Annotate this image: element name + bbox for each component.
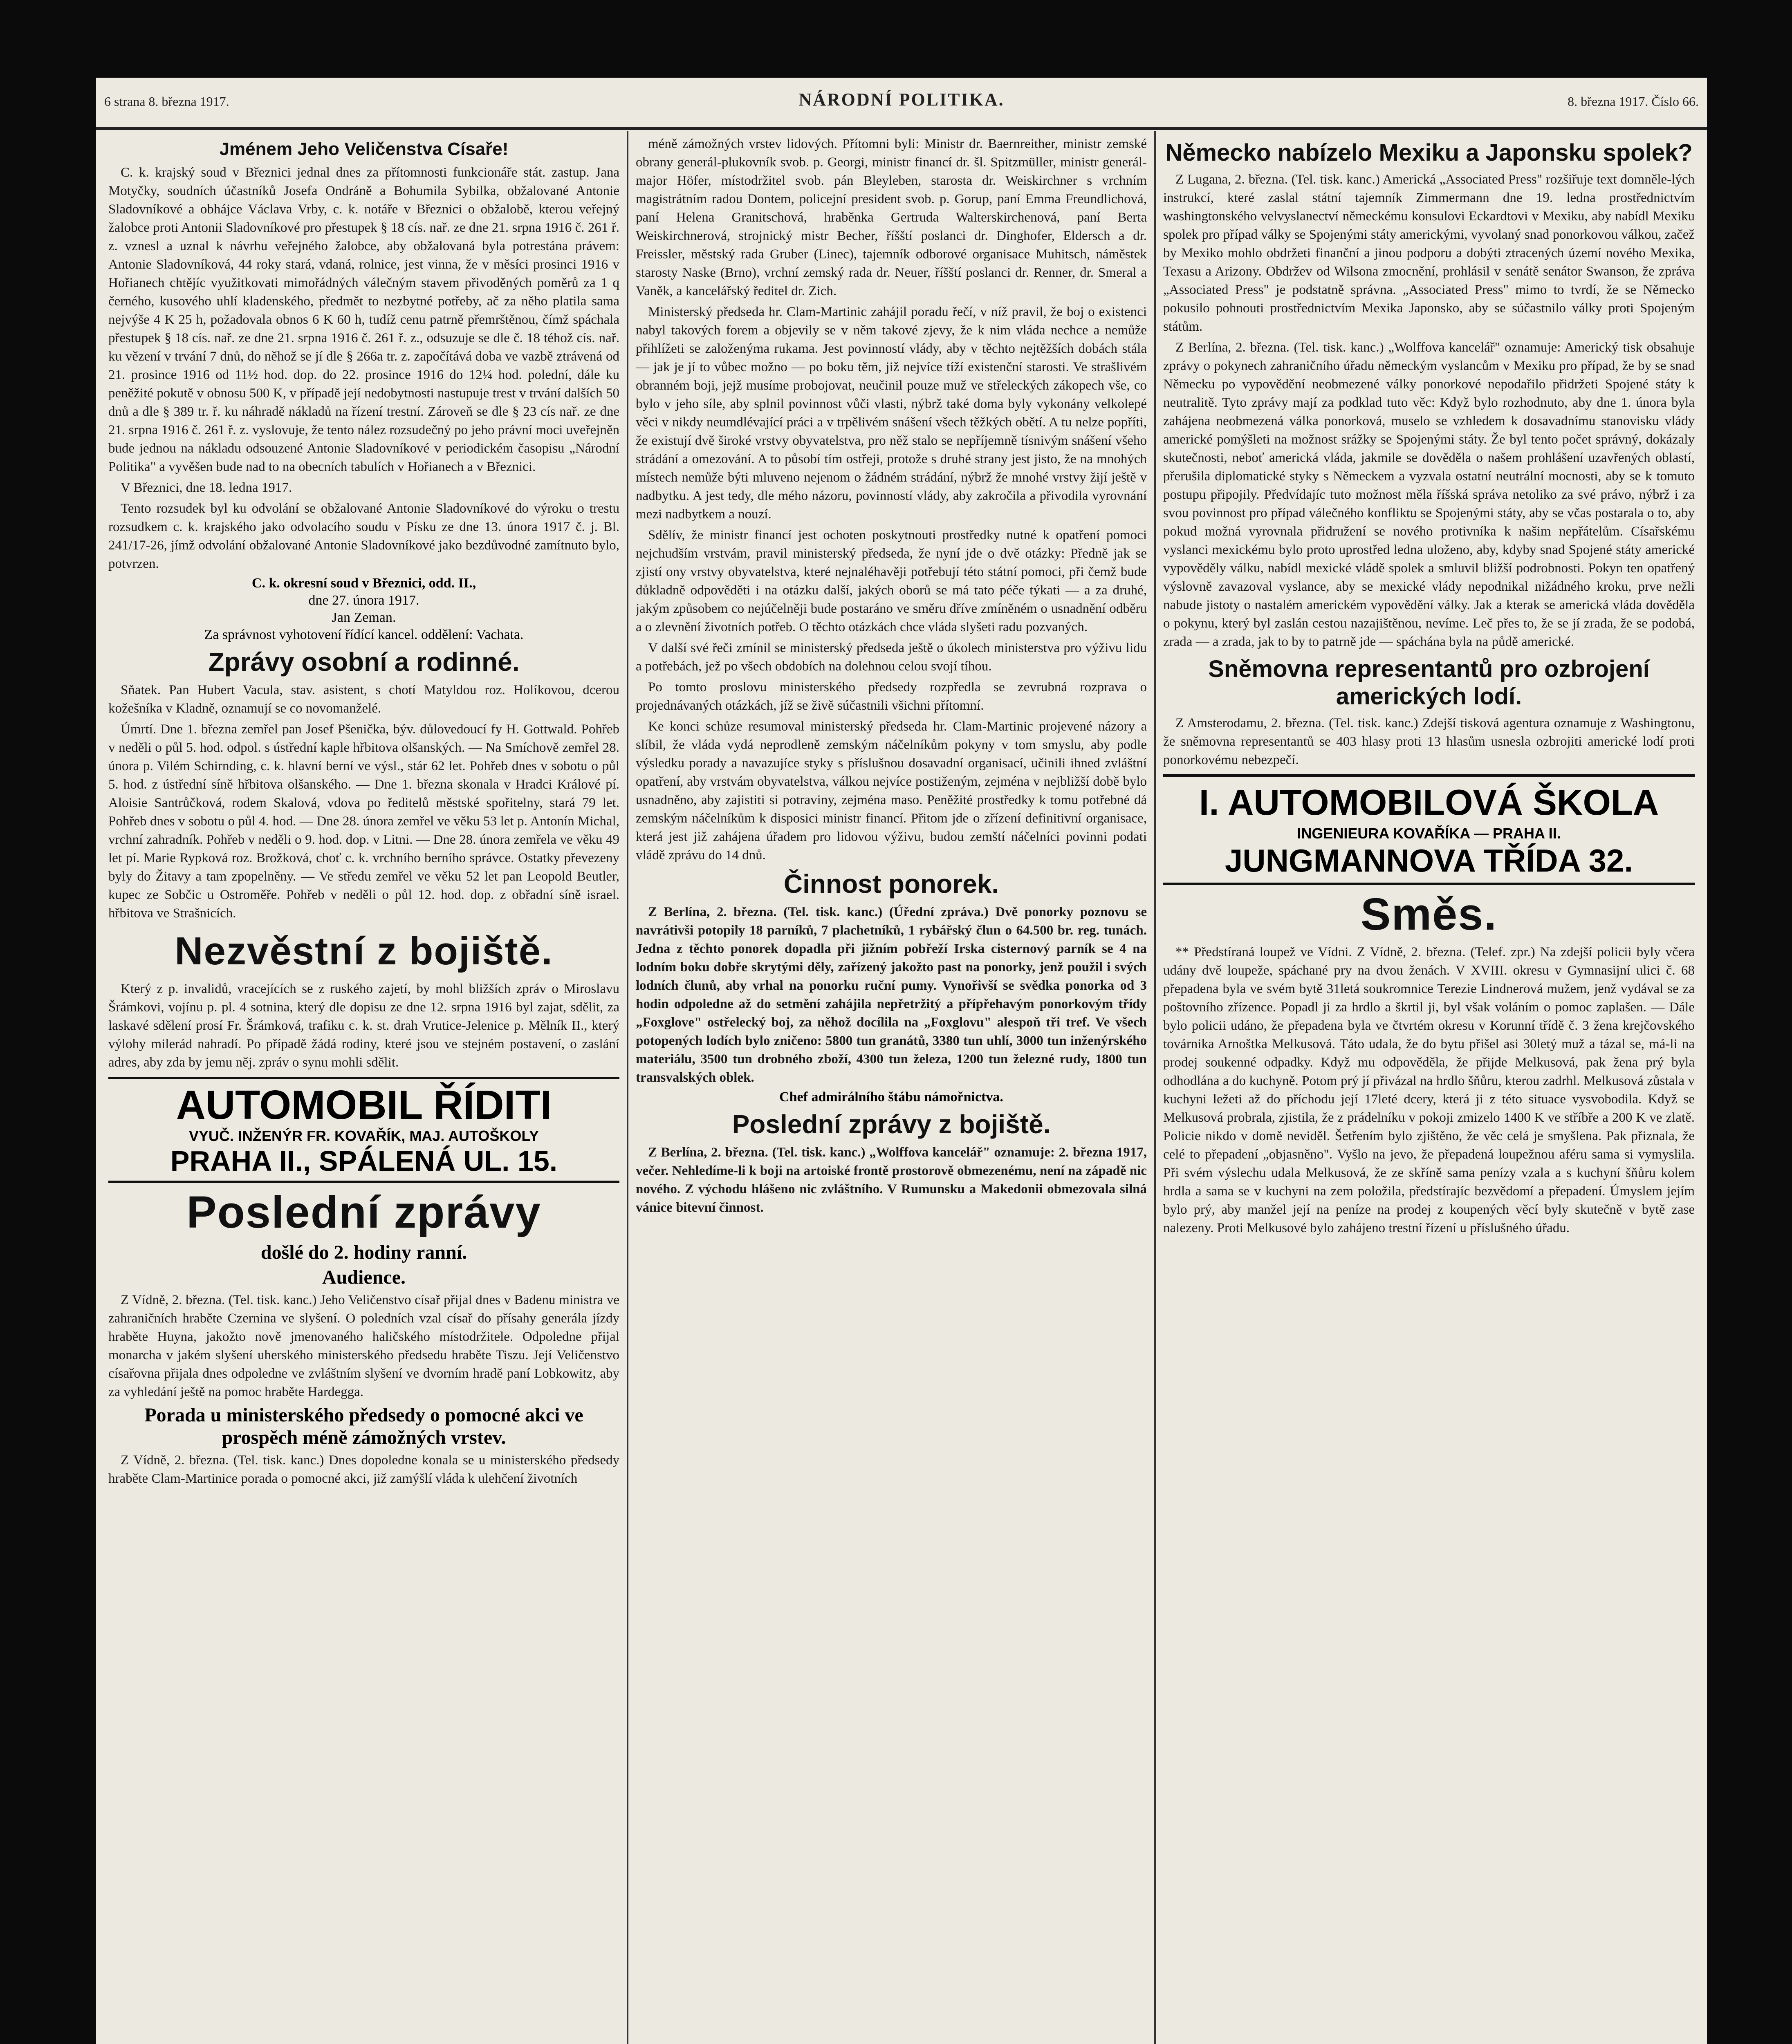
article-paragraph: Z Vídně, 2. března. (Tel. tisk. kanc.) Jeho Veličenstvo císař přijal dnes v Badenu ministra ve zahraničních hraběte Czernina ve slyšení. O poledních vzal císař do přísahy generála jízdy hraběte Huyna, jakožto nově jmenovaného haličského místodržitele. Odpoledne přijal monarcha v jakém slyšení uherského ministerského předsedu hraběte Tiszu. Její Veličenstvo císařovna přijala dnes odpoledne ve zvláštním slyšení ve dvorním hradě paní Lobkowitz, aby za vyhledání ještě na pomoc hraběte Hardegga. [108,1293,619,1399]
section-heading: Zprávy osobní a rodinné. [208,647,520,677]
column-2 [636,135,1147,2044]
section-heading: Směs. [1360,889,1498,939]
ad-address: JUNGMANNOVA TŘÍDA 32. [1225,843,1633,879]
signature-line: C. k. okresní soud v Březnici, odd. II., [251,576,476,591]
article-paragraph: Sňatek. Pan Hubert Vacula, stav. asistent, s chotí Matyldou roz. Holíkovou, dcerou kožešníka v Kladně, oznamují se co novomanželé. [108,683,619,716]
ad-address: PRAHA II., SPÁLENÁ UL. 15. [170,1145,558,1177]
ad-title: AUTOMOBIL ŘÍDITI [176,1082,552,1128]
article-paragraph: Ke konci schůze resumoval ministerský předseda hr. Clam-Martinic projevené názory a slíbil, že vláda vydá neprodleně zemským náčelníkům pokyny v tom smyslu, aby podle výsledku porady a navazujíce styky s příslušnou dosavadní organisací, učinili ihned zvláštní opatření, aby vrstvám obyvatelstva, válkou nejvíce postiženým, zejména v nejbližší době bylo usnadněno, aby zajistiti si potraviny, zejména maso. Peněžité prostředky k tomu potřebné dá zemským náčelníkům k disposici ministr financí. Přitom jde o zřízení definitivní organisace, která jest již zahájena úřadem pro lidovou výživu, budou zemští náčelníci povinni podati vládě zprávu do 14 dnů. [636,719,1147,863]
signature-line: Za správnost vyhotovení řídící kancel. oddělení: Vachata. [204,627,524,642]
article-paragraph: Ministerský předseda hr. Clam-Martinic zahájil poradu řečí, v níž pravil, že boj o existenci nabyl takových forem a objevily se v něm takové zjevy, že k nim vláda nechce a nemůže přihlížeti se založenýma rukama. Jest povinností vlády, aby v těchto nejtěžších dobách stála — jak je jí to vůbec možno — po boku těm, již nejvíce tíží existenční starosti. Ve strašlivém obranném boji, jejž musíme probojovat, neučinil pouze muž ve střeleckých zákopech vše, co bylo v jeho síle, aby splnil povinnost vůči vlasti, nýbrž také doma byly vykonány velkolepé věci v nikdy neumdlévající práci a v trpělivém snášení všech těžkých obětí. A tu nelze popříti, že existují dvě široké vrstvy obyvatelstva, pro něž stalo se nepříjemně tísnivým snášení všeho strádání a omezování. A to působí tím ostřeji, protože s druhé strany jest jisto, že na mnohých místech nemůže býti mluveno nejenom o žádném strádání, nýbrž že mnohé vrstvy žijí ještě v nadbytku. A jest tedy, dle mého názoru, povinností vlády, aby zakročila a přivodila vyrovnání mezi nadbytkem a nouzí. [636,305,1147,522]
article-paragraph: ** Předstíraná loupež ve Vídni. Z Vídně, 2. března. (Telef. zpr.) Na zdejší policii byly včera udány dvě loupeže, spáchané pry na dvou ženách. V XVIII. okresu v Gymnasijní ulici č. 68 přepadena byla ve svém bytě 31letá soukromnice Terezie Lindnerová mužem, jenž vydával se za poštovního zřízence. Popadl ji za hrdlo a škrtil ji, byl však voláním o pomoc zaplašen. — Dále bylo policii udáno, že přepadena byla ve čtvrtém okresu v Korunní třídě č. 3 žena krejčovského továrnika Arnoštka Melkusová. Táto udala, že do bytu přišel asi 30letý muž a tázal se, má-li na prodej soukenné odpadky. Když mu odpověděla, že přijde Melkusová, pak žena prý byla odhodlána a do kuchyně. Potom prý jí přivázal na hrdlo šňůru, kterou zadrhl. Melkusová zůstala v kuchyni ležeti až do příchodu její 17leté dcery, která ji z této situace vysvobodila. Když se Melkusová probrala, zjistila, že z prádelníku v pokoji zmizelo 1400 K ve stříbře a 200 K ve zlatě. Policie nikdo v domě neviděl. Šetřením bylo zjištěno, že věc celá je smyšlena. Pak přiznala, že celé to přepadení „objasněno". Vyšlo na jevo, že přepadená loupežnou aféru sama si vymyslila. Při svém výslechu udala Melkusová, že ze skříně sama penízy vzala a s kuchyní šňůru kolem hrdla a sama se v kuchyni na zem položila, předstírajíc bezvědomí a přepadení. Úmyslem jejím bylo prý, aby manžel její na peníze na prodej z koupených věcí byly skutečně v bytě zase nalezeny. Proti Melkusové bylo zahájeno trestní řízení u příslušného úřadu. [1163,945,1695,1235]
article-paragraph: Z Amsterodamu, 2. března. (Tel. tisk. kanc.) Zdejší tisková agentura oznamuje z Washingtonu, že sněmovna representantů se 403 hlasy proti 13 hlasům usnesla ozbrojiti americké lodí proti ponorkovému nebezpečí. [1163,716,1695,767]
ad-title: I. AUTOMOBILOVÁ ŠKOLA [1199,782,1659,823]
section-heading: Poslední zprávy [186,1187,541,1237]
ad-subtitle: INGENIEURA KOVAŘÍKA — PRAHA II. [1297,825,1561,842]
masthead-title: NÁRODNÍ POLITIKA. [798,90,1005,110]
article-paragraph: Tento rozsudek byl ku odvolání se obžalované Antonie Sladovníkové do výroku o trestu rozsudkem c. k. krajského jako odvolacího soudu v Písku ze dne 13. února 1917 č. j. Bl. 241/17-26, jímž odvolání obžalované Antonie Sladovníkové jako bezdůvodné zamítnuto bylo, potvrzen. [108,501,619,571]
article-paragraph: Z Vídně, 2. března. (Tel. tisk. kanc.) Dnes dopoledne konala se u ministerského předsedy hraběte Clam-Martinice porada o pomocné akci, již zamýšlí vláda k ulehčení životních [108,1453,619,1486]
section-heading: Činnost ponorek. [783,869,999,899]
article-paragraph: V další své řeči zmínil se ministerský předseda ještě o úkolech ministerstva pro výživu lidu a potřebách, jež po všech obdobích na dolehnou celou svojí tíhou. [636,641,1147,674]
article-paragraph: Z Lugana, 2. března. (Tel. tisk. kanc.) Americká „Associated Press" rozšiřuje text domněle-lých instrukcí, které zaslal státní tajemník Zimmermann dne 19. ledna prostřednictvím washingtonského velvyslanectví německému konsulovi Eckardtovi v Mexiku, aby nabídl Mexiku spolek pro případ války se Spojenými státy americkými, vyvolaný snad ponorkovou válkou, začež by Mexiko mohlo obdržeti finanční a jinou podporu a dobýti ztracených území nového Mexika, Texasu a Arizony. Obdržev od Wilsona zmocnění, prohlásil v senátě senátor Swanson, že zpráva „Associated Press" je podstatně správna. „Associated Press" mimo to tvrdí, že se Německo pokusilo pohnouti prostřednictvím Mexika Japonsko, aby se súčastnilo války proti Spojeným státům. [1163,172,1695,334]
article-heading: Porada u ministerského předsedy o pomocné akci ve prospěch méně zámožných vrstev. [144,1404,583,1448]
column-divider [627,131,628,2044]
signature-line: Jan Zeman. [332,610,396,625]
article-paragraph: V Březnici, dne 18. ledna 1917. [121,480,292,495]
header-right: 8. března 1917. Číslo 66. [1568,94,1699,109]
article-paragraph: Který z p. invalidů, vracejících se z ruského zajetí, by mohl bližších zpráv o Miroslavu Šrámkovi, vojínu p. pl. 4 sotnina, který dle dopisu ze dne 12. srpna 1916 byl zajat, sdělit, za laskavé sdělení prosí Fr. Šrámková, trafiku c. k. st. drah Vrutice-Jelenice p. Mělník II., který výlohy milerád nahradí. Po případě žádá rodiny, které jsou ve stejném postavení, o zaslání adres, aby zda by jemu něj. zpráv o synu mohli sdělit. [108,982,619,1070]
newspaper-page [96,78,1707,2044]
article-paragraph: Úmrtí. Dne 1. března zemřel pan Josef Pšenička, býv. důlovedoucí fy H. Gottwald. Pohřeb v neděli o půl 5. hod. odpol. s ústřední kaple hřbitova olšanských. — Na Smíchově zemřel 28. února p. Vilém Schirnding, c. k. hlavní berní ve výsl., stár 62 let. Pohřeb dnes v sobotu o půl 5. hod. z ústřední síně hřbitova olšanského. — Dne 1. března skonala v Hradci Králové pí. Aloisie Santrůčková, rodem Skalová, vdova po ředitelů městské spořitelny, stará 79 let. Pohřeb dnes v sobotu o půl 4. hod. — Dne 28. února zemřel ve věku 53 let p. Antonín Michal, vrchní zahradník. Pohřeb v neděli o 9. hod. dop. v Litni. — Dne 28. února zemřela ve věku 49 let pí. Marie Rypková roz. Brožková, choť c. k. vrchního berního správce. Ostatky převezeny byly do Žitavy a tam zpopelněny. — Ve středu zemřel ve věku 52 let pan Leopold Beutler, kupec ze Sobčic u Ostroměře. Pohřeb v neděli o půl 12. hod. dop. z obřadní síně israel. hřbitova ve Strašnicích. [108,722,619,921]
signature-line: dne 27. února 1917. [308,593,419,608]
advertisement [1163,774,1695,885]
court-heading: Jménem Jeho Veličenstva Císaře! [219,139,509,159]
article-paragraph: Z Berlína, 2. března. (Tel. tisk. kanc.) (Úřední zpráva.) Dvě ponorky poznovu se navrátivši potopily 18 parníků, 7 plachetníků, 1 rybářský člun o 64.500 br. reg. tunách. Jedna z těchto ponorek dopadla při jižním pobřeží Irska cisternový parník se 4 na lodním boku dobře skrytými děly, zařízený jakožto past na ponorky, jenž použil i svých lodních člunů, aby vrhal na ponorku ruční pumy. Vynořivší se svědka ponorka od 3 hodin odpoledne až do setmění zahájila nepřetržitý a přípřehavým ponorkovým třídy „Foxglove" ostřelecký boj, za něhož docílila na „Foxglovu" alespoň tři tref. Ve všech potopených lodích bylo zničeno: 5800 tun granátů, 3380 tun uhlí, 3000 tun inženýrského materiálu, 3500 tun drobného zboží, 4300 tun železa, 1200 tun železné rudy, 1800 tun transvalských oblek. [636,905,1147,1085]
header-left: 6 strana 8. března 1917. [104,94,229,109]
article-paragraph: Po tomto proslovu ministerského předsedy rozpředla se zevrubná rozprava o projednávaných otázkách, jíž se živě súčastnili všichni přítomní. [636,680,1147,713]
section-heading: Sněmovna representantů pro ozbrojení amerických lodí. [1208,656,1650,710]
ad-subtitle: VYUČ. INŽENÝR FR. KOVAŘÍK, MAJ. AUTOŠKOLY [188,1127,539,1144]
section-heading: Nezvěstní z bojiště. [175,929,553,973]
article-paragraph: Z Berlína, 2. března. (Tel. tisk. kanc.) „Wolffova kancelář" oznamuje: 2. března 1917, večer. Nehledíme-li k boji na artoiské frontě prostorově obmezenému, není na západě nic nového. Z východu hlášeno nic zvláštního. V Rumunsku a Makedonii obmezovala silná vánice bitevní činnost. [636,1145,1147,1215]
article-paragraph: méně zámožných vrstev lidových. Přítomni byli: Ministr dr. Baernreither, ministr zemské obrany generál-plukovník svob. p. Georgi, ministr financí dr. šl. Spitzmüller, ministr generál-major Höfer, místodržitel svob. pán Bleyleben, starosta dr. Weiskirchner s vrchním magistrátním radou Dontem, policejní president svob. p. Gorup, paní Emma Freundlichová, paní Helena Granitschová, hraběnka Gertruda Walterskirchenová, paní Berta Weiskirchnerová, strojnický mistr Becher, říšští poslanci dr. Dinghofer, Eldersch a dr. Freissler, městský rada Gruber (Linec), tajemník odborové organisace Muhitsch, náměstek starosty Naske (Brno), vrchní zemský rada dr. Neuer, říšští poslanci dr. Renner, dr. Smeral a Vaněk, a kancelářský ředitel dr. Zich. [636,137,1147,298]
column-1 [108,135,619,2044]
section-heading: Poslední zprávy z bojiště. [732,1109,1051,1139]
signature-line: Chef admirálního štábu námořnictva. [779,1089,1003,1105]
article-paragraph: C. k. krajský soud v Březnici jednal dnes za přítomnosti funkcionáře stát. zastup. Jana Motyčky, soudních účastníků Josefa Ondráně a Bohumila Sybilka, obžalované Antonie Sladovníkové a obhájce Václava Vrby, c. k. notáře v Březnici o obžalobě, kterou veřejný žalobce proti Antonii Sladovníkové pro přestupek § 18 cís. nař. ze dne 21. srpna 1916 č. 261 ř. z. vznesl a uznal k návrhu veřejného žalobce, aby obžalovaná byla potrestána právem: Antonie Sladovníková, 44 roky stará, vdaná, rolnice, jest vinna, že v měsíci prosinci 1916 v Hořianech chtějíc využitkovati mimořádných válečným stavem přivoděných poměrů za 1 q černého, kusového uhlí kladenského, předmět to nezbytné potřeby, ač za něho platila sama nejvýše 4 K 25 h, požadovala obnos 6 K 60 h, tudíž cenu patrně přemrštěnou, čímž spáchala přestupek § 18 cís. nař. ze dne 21. srpna 1916 č. 261 ř. z., odsuzuje se dle č. 18 téhož cís. nař. ku vězení v trvání 7 dnů, do něhož se jí dle § 266a tr. z. započítává doba ve vazbě ztrávená od 21. prosince 1916 od 11½ hod. dop. do 22. prosince 1916 do 12¼ hod. polední, dále ku peněžité pokutě v obnosu 500 K, v případě její nedobytnosti nastupuje trest v trvání dalších 50 dnů a dle § 389 tr. ř. ku náhradě nákladů na řízení trestní. Zároveň se dle § 23 cís nař. ze dne 21. srpna 1916 č. 261 ř. z. vyslovuje, že tento nález rozsudečný po jeho právní moci uveřejněn bude jednou na nákladu odsouzené Antonie Sladovníkové v periodickém časopisu „Národní Politika" a vyvěšen bude nad to na obecních tabulích v Hořianech a v Březnici. [108,165,619,474]
column-3 [1163,135,1695,2044]
column-divider [1154,131,1156,2044]
page-header [96,78,1707,130]
article-heading: Audience. [322,1266,406,1288]
advertisement [108,1077,619,1183]
section-subheading: došlé do 2. hodiny ranní. [260,1242,467,1263]
article-paragraph: Z Berlína, 2. března. (Tel. tisk. kanc.) „Wolffova kancelář" oznamuje: Americký tisk obsahuje zprávy o pokynech zahraničního úřadu německým vyslancům v Mexiku pro případ, že by se snad Německu po vypovědění neobmezené války ponorkové nepodařilo přidržeti Spojené státy k neutralitě. Tyto zprávy mají za podklad tuto věc: Když bylo rozhodnuto, aby dne 1. února byla zahájena neobmezená válka ponorková, muselo se vzhledem k dosavadnímu stanovisku vlády americké pomýšleti na možnost srážky se Spojenými státy. Že byl tento počet správný, dokázaly skutečnosti, neboť americká vláda, jakmile se dověděla o našem prohlášení uzavřených oblastí, přerušila diplomatické styky s Německem a vyzvala ostatní neutrální mocnosti, aby se k tomuto postupu připojily. Předvídajíc tuto možnost měla říšská správa netoliko za své právo, nýbrž i za svou povinnost pro případ válečného konfliktu se Spojenými státy, aby se včas postarala o to, aby pokud možná vyrovnala přidružení se nového protivníka k našim nepřátelům. Císařskému vyslanci mexickému bylo proto uprostřed ledna uloženo, aby, kdyby snad Spojené státy americké vypověděly válku, nabídl mexické vládě spolek a smluvil bližší podrobnosti. Pokyn ten opatřený výslovně zavazoval vyslance, aby se mexické vlády nepodnikal nižádného kroku, prve nežli nabude jistoty o nastalém americkém vypovědění války. Jak a kterak se americká vláda dověděla o pokynu, který byl zaslán cestou nazajištěnou, nevíme. Leč přes to, že se jí zrada, že se podobá, zrada — a zrada, jak to by to patrně jde — spáchána byla na půdě americké. [1163,340,1695,649]
section-heading: Německo nabízelo Mexiku a Japonsku spolek? [1165,139,1693,166]
article-paragraph: Sdělív, že ministr financí jest ochoten poskytnouti prostředky nutné k opatření pomoci nejchudším vrstvám, pravil ministerský předseda, že nyní jde o dvě otázky: Předně jak se zjistí ony vrstvy obyvatelstva, které nejnaléhavěji potřebují této státní pomoci, při čemž bude důkladně odpověděti i na otázku další, jakých oborů se má tato péče týkati — a za druhé, jakým způsobem co nejúčelněji bude postaráno ve směru dříve zmíněném o usnadnění odběru a o zlevnění životních potřeb. O těchto otázkách chce vláda slyšeti radu pozvaných. [636,528,1147,634]
